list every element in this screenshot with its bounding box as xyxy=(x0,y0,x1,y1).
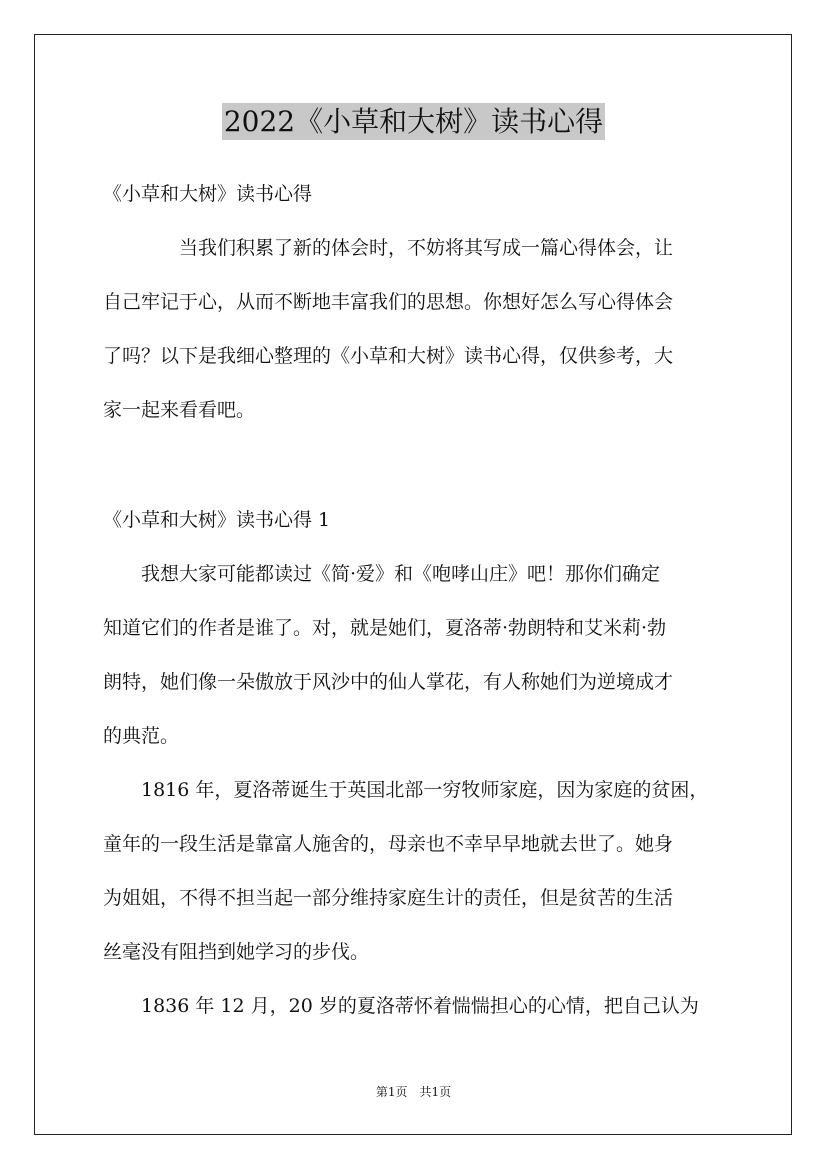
paragraph-line: 知道它们的作者是谁了。对，就是她们，夏洛蒂·勃朗特和艾米莉·勃 xyxy=(103,617,667,639)
paragraph-line: 朗特，她们像一朵傲放于风沙中的仙人掌花，有人称她们为逆境成才 xyxy=(103,671,674,693)
paragraph-line: 丝毫没有阻挡到她学习的步伐。 xyxy=(103,941,370,963)
paragraph-line: 为姐姐，不得不担当起一部分维持家庭生计的责任，但是贫苦的生活 xyxy=(103,887,674,909)
document-title: 2022《小草和大树》读书心得 xyxy=(223,105,604,138)
paragraph-line: 了吗？以下是我细心整理的《小草和大树》读书心得，仅供参考，大 xyxy=(103,345,674,367)
intro-heading: 《小草和大树》读书心得 xyxy=(103,183,313,205)
paragraph-line: 的典范。 xyxy=(103,725,180,747)
paragraph-line: 自己牢记于心，从而不断地丰富我们的思想。你想好怎么写心得体会 xyxy=(103,291,674,313)
paragraph-line: 家一起来看看吧。 xyxy=(103,399,256,421)
paragraph-line: 童年的一段生活是靠富人施舍的，母亲也不幸早早地就去世了。她身 xyxy=(103,833,674,855)
paragraph-line: 当我们积累了新的体会时，不妨将其写成一篇心得体会，让 xyxy=(103,237,674,259)
section-heading: 《小草和大树》读书心得 1 xyxy=(103,509,331,531)
page-footer: 第1页 共1页 xyxy=(375,1085,452,1099)
paragraph-line: 1816 年，夏洛蒂诞生于英国北部一穷牧师家庭，因为家庭的贫困， xyxy=(103,779,709,801)
document-title-block xyxy=(0,102,827,142)
paragraph-line: 我想大家可能都读过《简·爱》和《咆哮山庄》吧！那你们确定 xyxy=(103,563,661,585)
paragraph-line: 1836 年 12 月，20 岁的夏洛蒂怀着惴惴担心的心情，把自己认为 xyxy=(103,995,699,1017)
